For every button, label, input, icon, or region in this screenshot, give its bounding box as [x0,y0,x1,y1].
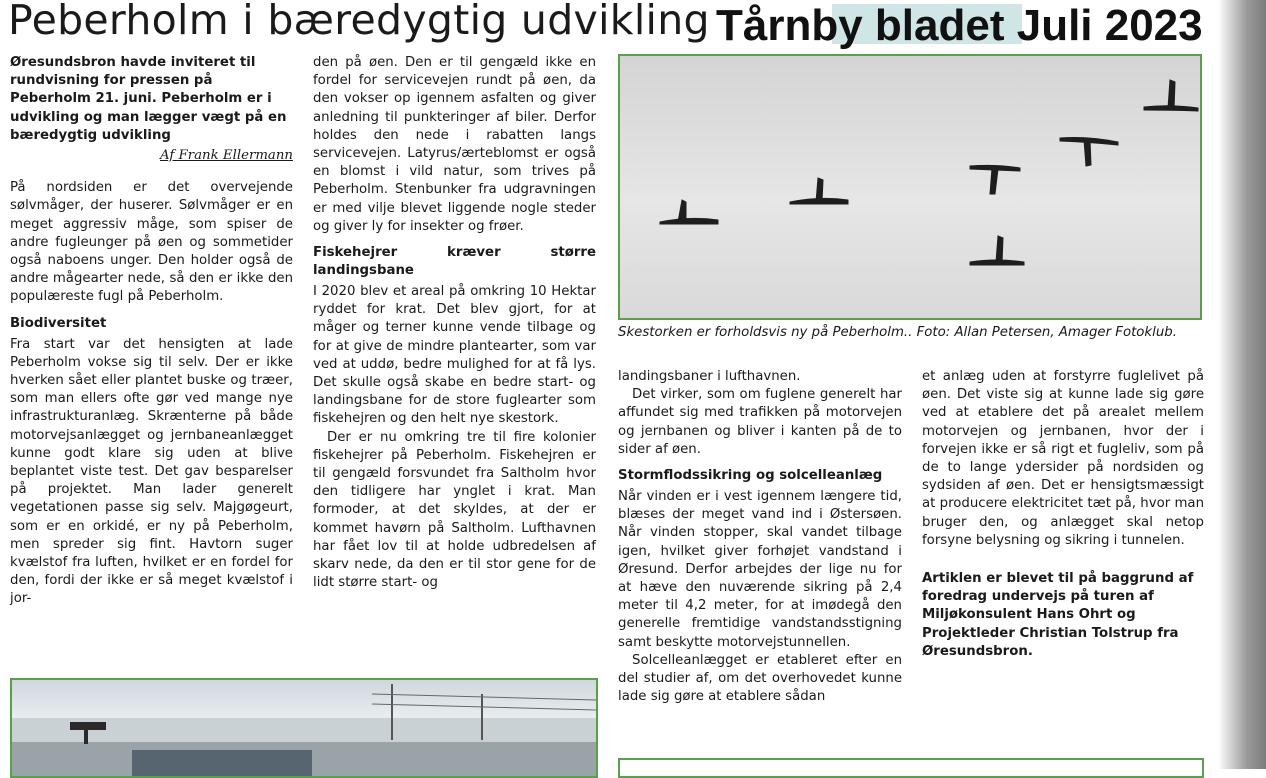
subheading-herons: Fiskehejrer kræver større landingsbane [313,245,596,279]
flying-birds-image [620,56,1200,318]
paragraph: Der er nu omkring tre til fire kolonier fiskehejrer på Peberholm. Fiskehejren er til gengæld forsvundet fra Saltholm hvor den tidligere har ynglet i krat. Man formoder, at det skyldes, at der er kommet havørn på Saltholm. Lufthavnen har fået lov til at holde udbredelsen af skarv nede, da den er til stor gene for de lidt større start- og [313,429,596,591]
paragraph: I 2020 blev et areal på omkring 10 Hektar ryddet for krat. Det blev gjort, for at måger og terner kunne vende tilbage og for at give de mindre plantearter, som var ved at uddø, bedre mulighed for at få lys. Det skulle også skabe en bedre start- og landingsbane for de store fuglearter som fiskehejren og den helt nye skestork. [313,284,596,427]
article-lead: Øresundsbron havde inviteret til rundvisning for pressen på Peberholm 21. juni. Peberholm er i udvikling og man lægger vægt på en bæredygtig udvikling [10,55,287,143]
article-column-1 [10,54,293,617]
article-column-2 [313,54,596,592]
article-byline: Af Frank Ellermann [160,148,293,164]
paragraph: et anlæg uden at forstyrre fuglelivet på øen. Det viste sig at kunne lade sig gøre ved at etablere det på arealet mellem motorvejen og jernbanen, hvor der i forvejen ikke er så rigt et fugleliv, som på de to lange ydersider på nordsiden og sydsiden af øen. Det er hensigtsmæssigt at producere elektricitet tæt på, hvor man bruger den, og anlægget skal netop forsyne belysning og sikring i tunnelen. [922,369,1204,548]
motorway-image [12,680,596,776]
page-edge-shadow [1218,0,1266,769]
paragraph: Solcelleanlægget er etableret efter en del studier af, om det overhovedet kunne lade sig gøre at etablere sådan [618,652,902,705]
subheading-biodiversity: Biodiversitet [10,315,107,331]
paragraph: landingsbaner i lufthavnen. [618,369,801,384]
paragraph: den på øen. Den er til gengæld ikke en fordel for servicevejen rundt på øen, da den vokser op igennem asfalten og giver anledning til punkteringer af biler. Derfor holdes den nede i rabatten langs servicevejen. Latyrus/ærteblomst er også en blomst i vild natur, som trives på Peberholm. Stenbunker fra udgravningen er med vilje blevet liggende nogle steder og giver ly for insekter og frøer. [313,55,596,234]
paragraph: Fra start var det hensigten at lade Peberholm vokse sig til selv. Der er ikke hverken sået eller plantet buske og træer, som man ellers ofte gør ved mange nye infrastrukturanlæg. Skrænterne på både motorvejsanlægget og jernbaneanlægget kunne godt klare sig uden at blive beplantet viste test. Det gav besparelser på projektet. Man lader generelt vegetationen passe sig selv. Majgøgeurt, som er en orkidé, er ny på Peberholm, men spreder sig fint. Havtorn suger kvælstof fra luften, hvilket er en fordel for den, fordi der ikke er så meget kvælstof i jor- [10,336,293,607]
article-headline: Peberholm i bæredygtig udvikling [8,0,710,44]
motorway-photo [10,678,598,778]
publication-title: Tårnby bladet Juli 2023 [716,1,1203,50]
article-column-4 [922,368,1204,669]
subheading-storm: Stormflodssikring og solcelleanlæg [618,468,883,484]
paragraph: På nordsiden er det overvejende sølvmåger, der huserer. Sølvmåger er en meget aggressiv måge, som spiser de andre fugleunger på øen og sommetider også naboens unger. Den holder også de andre mågearter nede, så den er ikke den populæreste fugl på Peberholm. [10,180,293,305]
paragraph: Når vinden er i vest igennem længere tid, blæses der meget vand ind i Østersøen. Når vinden stopper, skal vandet tilbage igen, hvilket giver forhøjet vandstand i Øresund. Derfor arbejdes der lige nu for at hæve den nuværende sikring på 2,4 meter til 4,2 meter, for at imødegå den generelle fremtidige vandstandsstigning samt beskytte motorvejstunnellen. [618,489,902,650]
photo-caption: Skestorken er forholdsvis ny på Peberholm.. Foto: Allan Petersen, Amager Fotoklub. [618,325,1177,340]
bottom-frame [618,758,1204,778]
spoonbill-photo [618,54,1202,320]
closing-note: Artiklen er blevet til på baggrund af foredrag undervejs på turen af Miljøkonsulent Hans Ohrt og Projektleder Christian Tolstrup fra Øresundsbron. [922,571,1194,659]
article-column-3 [618,368,902,706]
paragraph: Det virker, som om fuglene generelt har affundet sig med trafikken på motorvejen og jernbanen og bliver i kanten på de to sider af øen. [618,387,902,457]
